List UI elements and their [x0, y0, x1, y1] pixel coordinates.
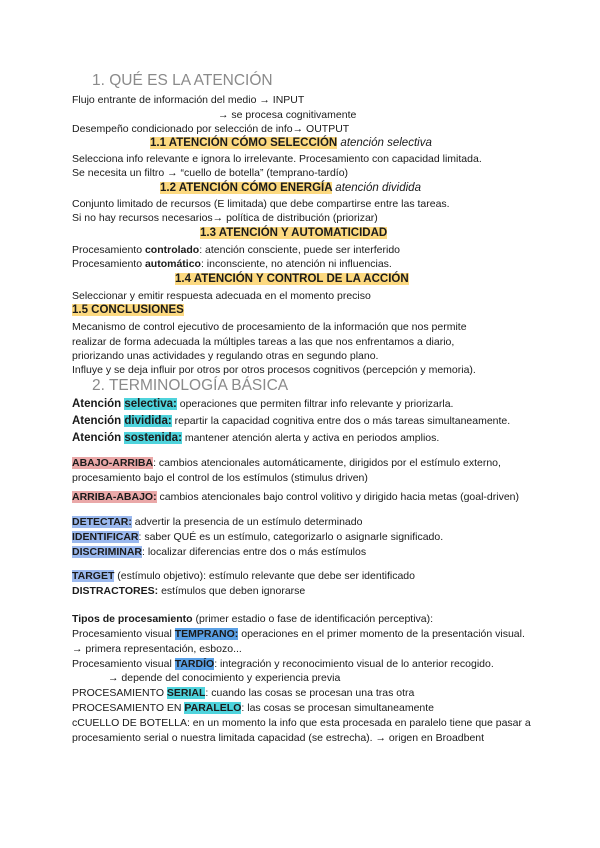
term-key: DISTRACTORES: — [72, 585, 159, 597]
text-line: Mecanismo de control ejecutivo de procesamiento de la información que nos permite — [72, 321, 467, 333]
term-text: : cambios atencionales automáticamente, dirigidos por el estímulo externo, — [153, 457, 501, 469]
term-key: TARDÍO — [174, 658, 215, 670]
term-text: repartir la capacidad cognitiva entre dos o más tareas simultaneamente. — [171, 415, 511, 427]
text-run: Procesamiento visual — [72, 658, 175, 670]
term-line — [72, 657, 494, 671]
subsection-1-2 — [160, 181, 421, 196]
term-key: selectiva: — [124, 398, 177, 410]
text-line: priorizando unas actividades y regulando otras en segundo plano. — [72, 350, 379, 362]
term-key: SERIAL — [166, 687, 206, 699]
term-text: cambios atencionales bajo control volitivo y dirigido hacia metas (goal-driven) — [156, 491, 520, 503]
term-line — [72, 584, 305, 598]
term-line — [72, 515, 362, 529]
term-text: operaciones que permiten filtrar info relevante y priorizarla. — [176, 398, 454, 410]
text-line: Si no hay recursos necesarios→ política de distribución (priorizar) — [72, 212, 378, 224]
term-key: IDENTIFICAR — [72, 531, 139, 543]
keyword: controlado — [144, 244, 200, 256]
subsection-1-2-tag: atención dividida — [335, 182, 421, 194]
term-key: TARGET — [72, 570, 115, 582]
text-line: Influye y se deja influir por otros por otros procesos cognitivos (percepción y memoria). — [72, 364, 476, 376]
term-label: Atención — [72, 398, 125, 410]
subsection-1-1-tag: atención selectiva — [340, 137, 432, 149]
subsection-1-3-title: 1.3 ATENCIÓN Y AUTOMATICIDAD — [200, 227, 388, 239]
text-line: procesamiento serial o nuestra limitada capacidad (se estrecha). → origen en Broadbent — [72, 732, 485, 744]
term-line — [72, 627, 525, 641]
term-text: operaciones en el primer momento de la presentación visual. — [238, 628, 525, 640]
term-text: advertir la presencia de un estímulo determinado — [131, 516, 363, 528]
term-line — [72, 431, 439, 446]
text-line: Desempeño condicionado por selección de info→ OUTPUT — [72, 123, 350, 135]
term-text: (estímulo objetivo): estímulo relevante que debe ser identificado — [114, 570, 415, 582]
text-run: PROCESAMIENTO EN — [72, 702, 185, 714]
term-line — [72, 414, 510, 429]
term-line — [72, 397, 453, 412]
subsection-1-5-title: 1.5 CONCLUSIONES — [72, 304, 184, 316]
text-run: : atención consciente, puede ser interferido — [199, 244, 400, 256]
text-line: Flujo entrante de información del medio → INPUT — [72, 94, 305, 106]
term-text: : las cosas se procesan simultaneamente — [241, 702, 435, 714]
text-line: → depende del conocimiento y experiencia previa — [108, 672, 341, 684]
term-key: dividida: — [124, 415, 172, 427]
term-label: Atención — [72, 415, 125, 427]
text-line: → primera representación, esbozo... — [72, 643, 242, 655]
text-run: PROCESAMIENTO — [72, 687, 167, 699]
subsection-1-2-title: 1.2 ATENCIÓN CÓMO ENERGÍA — [160, 182, 333, 194]
text-run: : inconsciente, no atención ni influencias. — [200, 258, 392, 270]
keyword: automático — [144, 258, 201, 270]
term-line — [72, 545, 366, 559]
text-run: Procesamiento — [72, 258, 145, 270]
term-line — [72, 490, 519, 504]
term-text: : integración y reconocimiento visual de lo anterior recogido. — [214, 658, 494, 670]
subsection-1-4 — [175, 272, 409, 287]
term-text: : cuando las cosas se procesan una tras otra — [205, 687, 415, 699]
text-line: Conjunto limitado de recursos (E limitada) que debe compartirse entre las tareas. — [72, 198, 450, 210]
subsection-1-1 — [150, 136, 432, 151]
text-line — [72, 243, 400, 257]
term-text: mantener atención alerta y activa en periodos amplios. — [181, 432, 440, 444]
text-line: Selecciona info relevante e ignora lo irrelevante. Procesamiento con capacidad limitada. — [72, 153, 482, 165]
term-text: (primer estadio o fase de identificación perceptiva): — [192, 613, 434, 625]
term-text: : saber QUÉ es un estímulo, categorizarlo o asignarle significado. — [138, 531, 444, 543]
term-line — [72, 701, 434, 715]
term-line — [72, 530, 443, 544]
text-line: Se necesita un filtro → “cuello de botella” (temprano-tardío) — [72, 167, 349, 179]
term-line — [72, 612, 433, 626]
text-run: Procesamiento visual — [72, 628, 175, 640]
term-key: DETECTAR: — [72, 516, 132, 528]
text-line: Seleccionar y emitir respuesta adecuada en el momento preciso — [72, 290, 371, 302]
text-line: → se procesa cognitivamente — [218, 109, 357, 121]
section-2-title: 2. TERMINOLOGÍA BÁSICA — [92, 377, 289, 394]
term-text: estímulos que deben ignorarse — [158, 585, 306, 597]
term-key: sostenida: — [124, 432, 182, 444]
term-key: DISCRIMINAR — [72, 546, 142, 558]
term-line — [72, 686, 414, 700]
subsection-1-3 — [200, 226, 387, 241]
term-key: ARRIBA-ABAJO: — [72, 491, 157, 503]
subsection-1-4-title: 1.4 ATENCIÓN Y CONTROL DE LA ACCIÓN — [175, 273, 409, 285]
text-line: procesamiento bajo el control de los estímulos (stimulus driven) — [72, 472, 368, 484]
text-line: realizar de forma adecuada la múltiples tareas a las que nos enfrentamos a diario, — [72, 336, 455, 348]
text-line — [72, 257, 392, 271]
subsection-1-5 — [72, 303, 184, 318]
text-line: cCUELLO DE BOTELLA: en un momento la info que esta procesada en paralelo tiene que pasar a — [72, 717, 531, 729]
term-key: ABAJO-ARRIBA — [72, 457, 154, 469]
subsection-1-1-title: 1.1 ATENCIÓN CÓMO SELECCIÓN — [150, 137, 338, 149]
section-1-title: 1. QUÉ ES LA ATENCIÓN — [92, 72, 273, 89]
term-key: TEMPRANO: — [174, 628, 239, 640]
text-run: Procesamiento — [72, 244, 145, 256]
term-label: Atención — [72, 432, 125, 444]
term-text: : localizar diferencias entre dos o más estímulos — [142, 546, 367, 558]
term-line — [72, 569, 415, 583]
term-key: Tipos de procesamiento — [72, 613, 193, 625]
term-line — [72, 456, 501, 470]
term-key: PARALELO — [184, 702, 242, 714]
